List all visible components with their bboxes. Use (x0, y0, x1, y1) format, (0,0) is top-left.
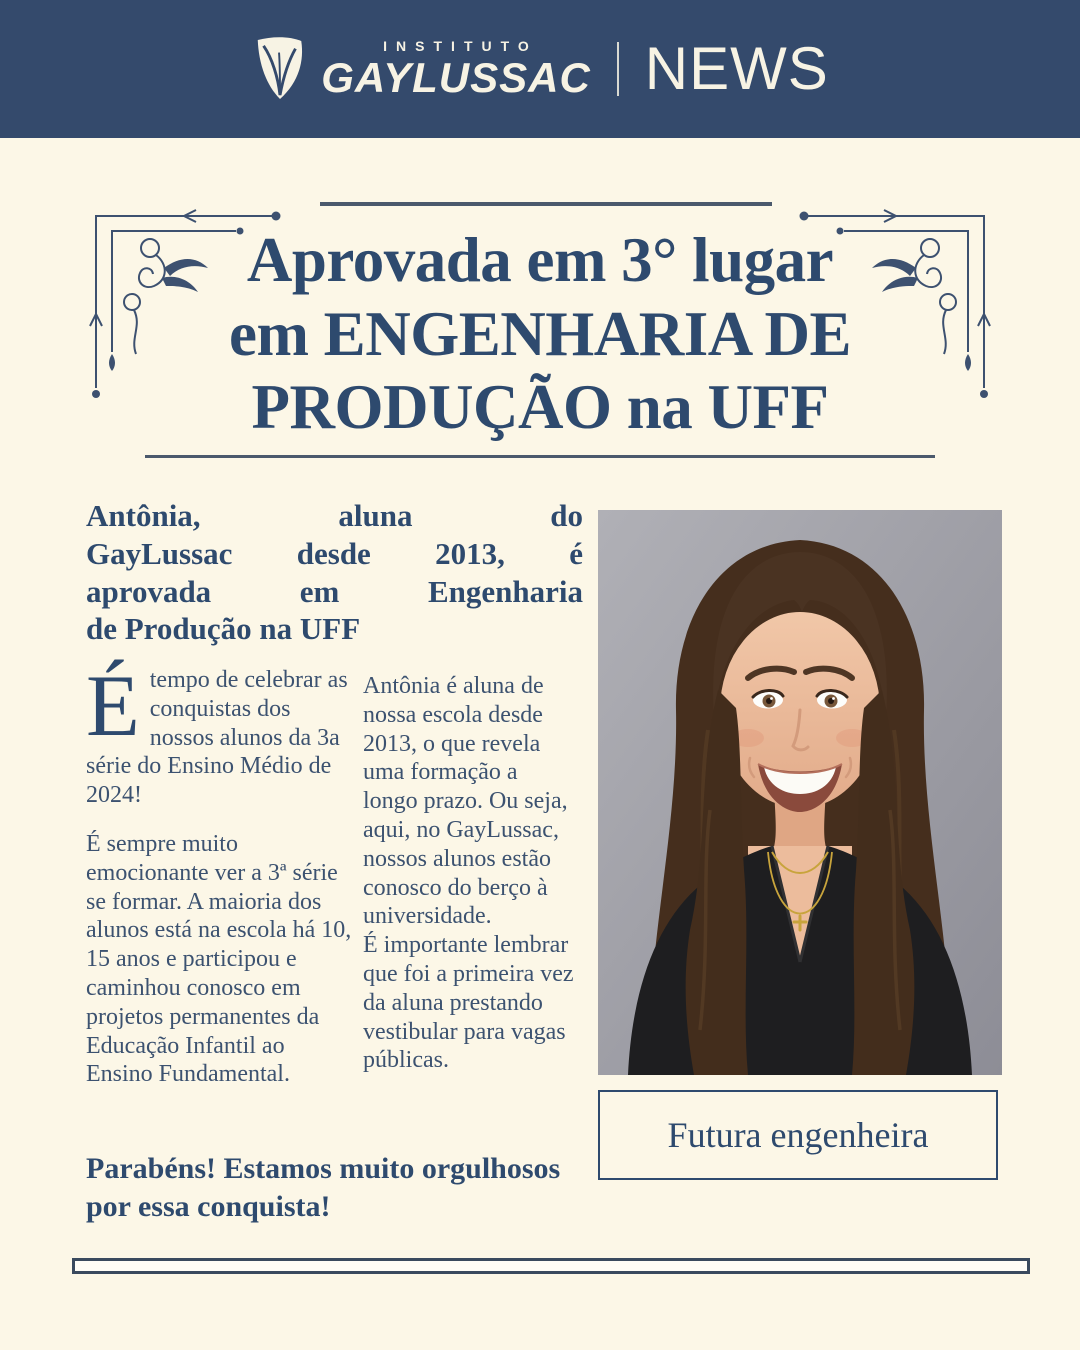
brand-name: GAYLUSSAC (321, 54, 591, 101)
logo-wordmark (321, 39, 591, 99)
footer-bar (72, 1258, 1030, 1274)
top-rule (320, 202, 772, 206)
subheadline-line-3: aprovada em Engenharia (86, 573, 583, 609)
subheadline (86, 497, 583, 648)
bottom-rule (145, 455, 935, 458)
leaf-icon (251, 35, 309, 103)
article-column-1 (86, 658, 354, 1109)
photo-caption-label: Futura engenheira (667, 1115, 929, 1155)
subheadline-line-4: de Produção na UFF (86, 611, 361, 647)
subheadline-line-2: GayLussac desde 2013, é (86, 535, 583, 571)
student-portrait-photo (598, 510, 1002, 1075)
closing-paragraph: Parabéns! Estamos muito orgulhosos por essa conquista! (86, 1152, 561, 1224)
news-label: NEWS (644, 35, 829, 102)
header-divider (617, 42, 619, 96)
photo-caption-box (598, 1090, 998, 1180)
drop-cap: É (86, 658, 140, 755)
paragraph-1 (86, 658, 354, 810)
header-bar (0, 0, 1080, 138)
headline-line-3: PRODUÇÃO na UFF (251, 372, 829, 443)
paragraph-2: É sempre muito emocionante ver a 3ª série se formar. A maioria dos alunos está na escola há 10, 15 anos e participou e caminhou conosco em projetos permanentes da Educação Infantil ao Ensino Fundamental. (86, 830, 352, 1088)
subheadline-line-1: Antônia, aluna do (86, 498, 583, 533)
paragraph-3: Antônia é aluna de nossa escola desde 2013, o que revela uma formação a longo prazo. Ou seja, aqui, no GayLussac, nossos alunos estão conosco do berço à universidade. (363, 673, 568, 930)
article-column-2 (363, 672, 575, 1075)
institute-label: INSTITUTO (383, 38, 538, 54)
paragraph-4: É importante lembrar que foi a primeira vez da aluna prestando vestibular para vagas públicas. (363, 932, 574, 1074)
gaylussac-logo (251, 35, 829, 103)
headline (110, 224, 970, 445)
headline-line-1: Aprovada em 3° lugar (246, 225, 834, 295)
headline-line-2: em ENGENHARIA DE (228, 298, 852, 369)
paragraph-1-text: tempo de celebrar as conquistas dos nossos alunos da 3a série do Ensino Médio de 2024! (86, 667, 348, 809)
